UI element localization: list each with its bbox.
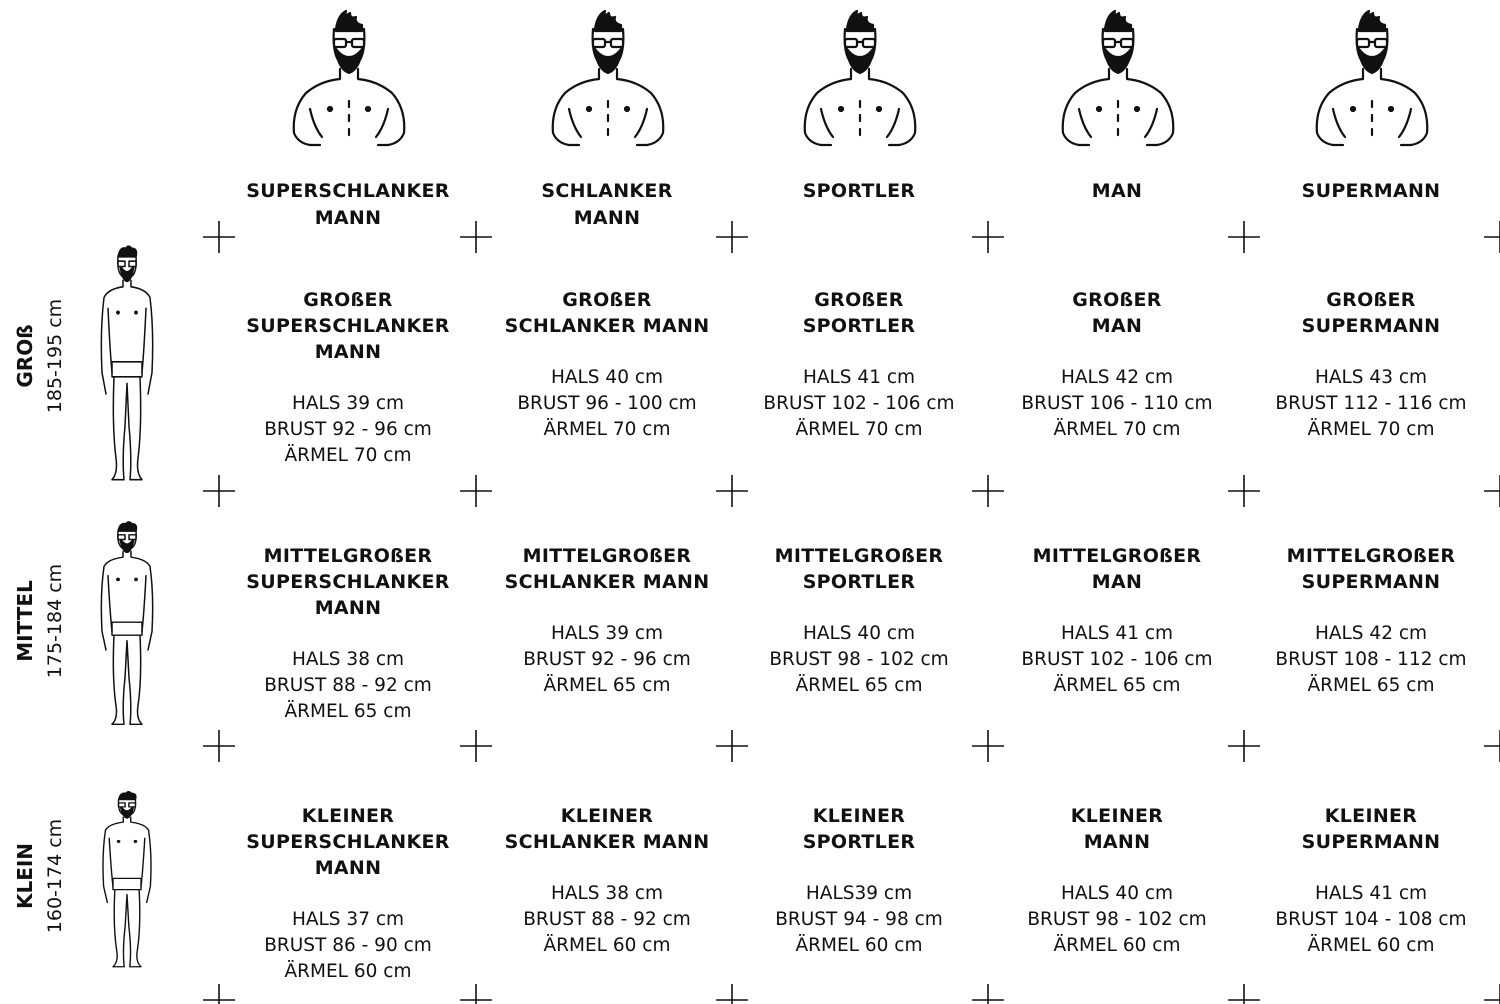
chest-size: BRUST 102 - 106 cm (1021, 649, 1213, 670)
measurements (729, 365, 989, 443)
column-header-superslim (218, 178, 478, 232)
size-cell (729, 803, 989, 959)
chest-size: BRUST 96 - 100 cm (517, 393, 697, 414)
column-header-slim (477, 178, 737, 232)
size-cell (729, 287, 989, 443)
size-title (1241, 803, 1500, 855)
measurements (987, 365, 1247, 443)
size-title (477, 287, 737, 339)
bust-man-icon (1053, 5, 1183, 155)
size-cell (987, 287, 1247, 443)
column-header-line2: MANN (314, 207, 382, 229)
measurements (987, 881, 1247, 959)
neck-size: HALS 40 cm (550, 367, 664, 388)
neck-size: HALS 39 cm (550, 623, 664, 644)
neck-size: HALS 41 cm (1060, 623, 1174, 644)
size-title-line2: SCHLANKER MANN (504, 315, 710, 337)
measurements (218, 907, 478, 985)
sleeve-length: ÄRMEL 65 cm (1053, 675, 1181, 696)
size-title-line1: GROßER (562, 289, 652, 311)
chest-size: BRUST 98 - 102 cm (1027, 909, 1207, 930)
chest-size: BRUST 92 - 96 cm (264, 419, 432, 440)
size-cell (477, 803, 737, 959)
neck-size: HALS 39 cm (291, 393, 405, 414)
chest-size: BRUST 108 - 112 cm (1275, 649, 1467, 670)
measurements (1241, 621, 1500, 699)
size-title (729, 543, 989, 595)
size-cell (1241, 543, 1500, 699)
size-title-line2: SCHLANKER MANN (504, 831, 710, 853)
neck-size: HALS39 cm (805, 883, 913, 904)
size-title-line1: KLEINER (301, 805, 395, 827)
size-title-line2: SUPERMANN (1301, 571, 1441, 593)
bust-superslim-icon (284, 5, 414, 155)
size-cell (477, 287, 737, 443)
size-title-line1: KLEINER (1070, 805, 1164, 827)
size-title (729, 287, 989, 339)
sleeve-length: ÄRMEL 70 cm (795, 419, 923, 440)
size-title (477, 803, 737, 855)
column-header-line1: SCHLANKER (541, 180, 673, 202)
size-title-line2: SPORTLER (802, 315, 916, 337)
full-body-tall-icon (96, 244, 158, 484)
size-title (729, 803, 989, 855)
size-cell (218, 803, 478, 985)
row-label-klein (10, 776, 74, 976)
measurements (218, 391, 478, 469)
sleeve-length: ÄRMEL 60 cm (543, 935, 671, 956)
size-title-line2: SUPERMANN (1301, 315, 1441, 337)
size-title-line1: MITTELGROßER (522, 545, 692, 567)
sleeve-length: ÄRMEL 60 cm (1053, 935, 1181, 956)
column-header-line1: MAN (1091, 180, 1143, 202)
measurements (987, 621, 1247, 699)
size-title-line1: MITTELGROßER (774, 545, 944, 567)
size-cell (1241, 803, 1500, 959)
neck-size: HALS 42 cm (1060, 367, 1174, 388)
sleeve-length: ÄRMEL 60 cm (1307, 935, 1435, 956)
sleeve-length: ÄRMEL 70 cm (543, 419, 671, 440)
neck-size: HALS 40 cm (802, 623, 916, 644)
size-cell (218, 287, 478, 469)
size-title-line2: SPORTLER (802, 571, 916, 593)
size-title-line1: KLEINER (812, 805, 906, 827)
size-title-line1: GROßER (1326, 289, 1416, 311)
size-cell (477, 543, 737, 699)
size-title-line1: GROßER (303, 289, 393, 311)
measurements (729, 881, 989, 959)
size-title (218, 803, 478, 881)
row-range: 185-195 cm (44, 298, 66, 414)
size-title-line1: MITTELGROßER (1286, 545, 1456, 567)
sleeve-length: ÄRMEL 65 cm (795, 675, 923, 696)
size-title-line1: KLEINER (1324, 805, 1418, 827)
size-title-line1: GROßER (1072, 289, 1162, 311)
size-title-line2: MAN (1091, 315, 1143, 337)
measurements (1241, 881, 1500, 959)
full-body-medium-icon (96, 520, 158, 728)
column-header-athlete (729, 178, 989, 205)
neck-size: HALS 43 cm (1314, 367, 1428, 388)
size-title-line2: SUPERSCHLANKER MANN (246, 831, 450, 879)
chest-size: BRUST 94 - 98 cm (775, 909, 943, 930)
size-title-line2: SUPERSCHLANKER MANN (246, 571, 450, 619)
size-title (1241, 543, 1500, 595)
chest-size: BRUST 88 - 92 cm (264, 675, 432, 696)
size-title-line2: SUPERSCHLANKER MANN (246, 315, 450, 363)
sleeve-length: ÄRMEL 70 cm (284, 445, 412, 466)
sleeve-length: ÄRMEL 60 cm (795, 935, 923, 956)
size-title (987, 287, 1247, 339)
neck-size: HALS 40 cm (1060, 883, 1174, 904)
size-title-line2: SCHLANKER MANN (504, 571, 710, 593)
size-title (987, 543, 1247, 595)
row-label-mittel (10, 521, 74, 721)
neck-size: HALS 38 cm (291, 649, 405, 670)
size-title (477, 543, 737, 595)
size-title-line2: SUPERMANN (1301, 831, 1441, 853)
chest-size: BRUST 112 - 116 cm (1275, 393, 1467, 414)
size-title-line1: MITTELGROßER (1032, 545, 1202, 567)
sleeve-length: ÄRMEL 65 cm (543, 675, 671, 696)
bust-slim-icon (543, 5, 673, 155)
measurements (477, 365, 737, 443)
column-header-line1: SPORTLER (802, 180, 916, 202)
size-cell (218, 543, 478, 725)
neck-size: HALS 38 cm (550, 883, 664, 904)
neck-size: HALS 42 cm (1314, 623, 1428, 644)
measurements (218, 647, 478, 725)
column-header-line1: SUPERSCHLANKER (246, 180, 450, 202)
size-title (1241, 287, 1500, 339)
size-cell (987, 543, 1247, 699)
chest-size: BRUST 88 - 92 cm (523, 909, 691, 930)
size-title-line2: MANN (1083, 831, 1151, 853)
measurements (477, 881, 737, 959)
column-header-line1: SUPERMANN (1301, 180, 1441, 202)
row-name: GROß (13, 324, 37, 388)
neck-size: HALS 37 cm (291, 909, 405, 930)
chest-size: BRUST 106 - 110 cm (1021, 393, 1213, 414)
measurements (729, 621, 989, 699)
sleeve-length: ÄRMEL 70 cm (1307, 419, 1435, 440)
column-header-man (987, 178, 1247, 205)
chest-size: BRUST 104 - 108 cm (1275, 909, 1467, 930)
sleeve-length: ÄRMEL 65 cm (284, 701, 412, 722)
size-title-line2: SPORTLER (802, 831, 916, 853)
size-cell (729, 543, 989, 699)
full-body-short-icon (98, 790, 156, 970)
size-title-line1: GROßER (814, 289, 904, 311)
measurements (477, 621, 737, 699)
row-label-gross (10, 256, 74, 456)
size-title (218, 287, 478, 365)
sleeve-length: ÄRMEL 70 cm (1053, 419, 1181, 440)
measurements (1241, 365, 1500, 443)
row-range: 175-184 cm (44, 563, 66, 679)
size-cell (987, 803, 1247, 959)
neck-size: HALS 41 cm (1314, 883, 1428, 904)
chest-size: BRUST 92 - 96 cm (523, 649, 691, 670)
size-title (218, 543, 478, 621)
chest-size: BRUST 102 - 106 cm (763, 393, 955, 414)
size-title-line1: KLEINER (560, 805, 654, 827)
bust-athlete-icon (795, 5, 925, 155)
neck-size: HALS 41 cm (802, 367, 916, 388)
sleeve-length: ÄRMEL 65 cm (1307, 675, 1435, 696)
chest-size: BRUST 86 - 90 cm (264, 935, 432, 956)
row-range: 160-174 cm (44, 818, 66, 934)
size-title-line1: MITTELGROßER (263, 545, 433, 567)
row-name: MITTEL (13, 580, 37, 662)
bust-superman-icon (1307, 5, 1437, 155)
size-title-line2: MAN (1091, 571, 1143, 593)
chest-size: BRUST 98 - 102 cm (769, 649, 949, 670)
column-header-line2: MANN (573, 207, 641, 229)
column-header-superman (1241, 178, 1500, 205)
row-name: KLEIN (13, 842, 37, 910)
sleeve-length: ÄRMEL 60 cm (284, 961, 412, 982)
size-title (987, 803, 1247, 855)
size-cell (1241, 287, 1500, 443)
